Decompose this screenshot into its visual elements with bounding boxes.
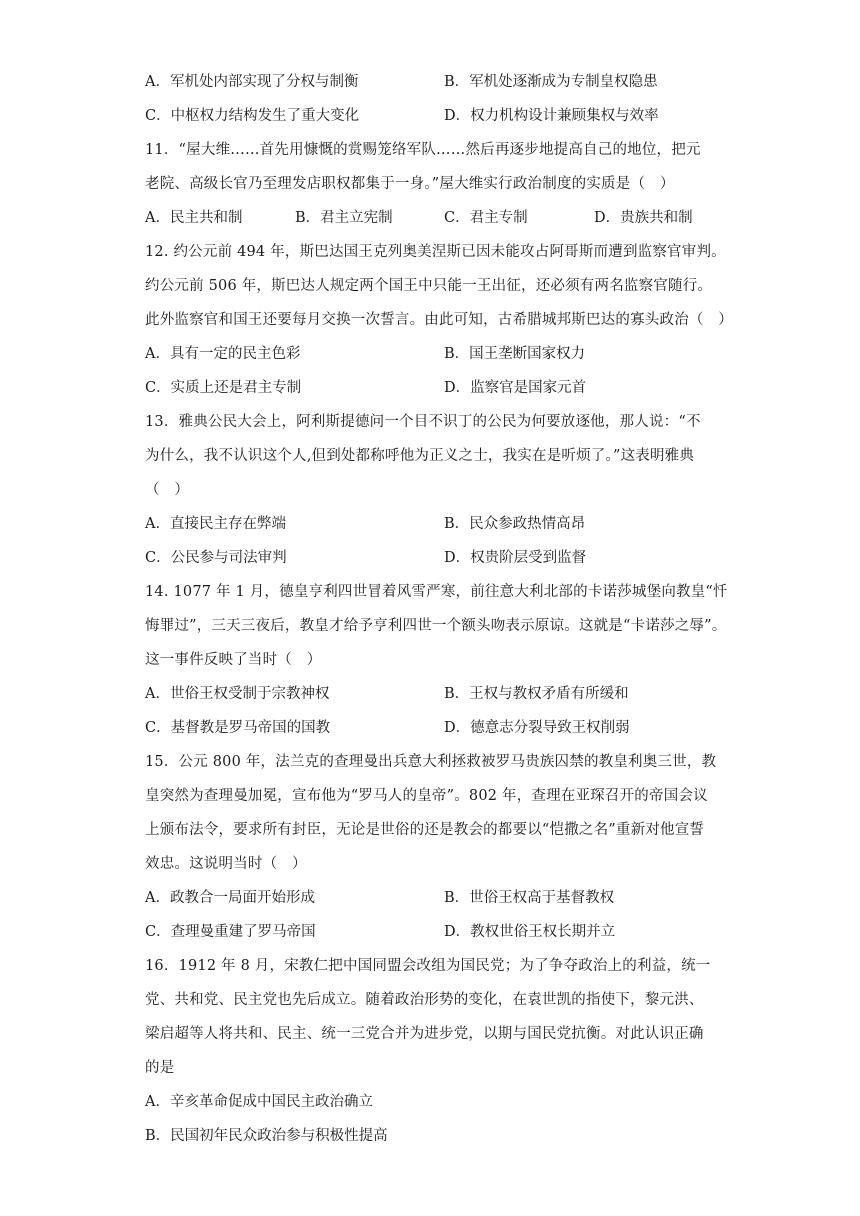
q12-option-c[interactable]: C．实质上还是君主专制	[145, 380, 302, 396]
q10-option-a[interactable]: A．军机处内部实现了分权与制衡	[145, 74, 359, 90]
q16-stem-line-4: 的是	[145, 1060, 175, 1076]
q12-option-b[interactable]: B．国王垄断国家权力	[444, 346, 586, 362]
q11-option-b[interactable]: B．君主立宪制	[295, 210, 393, 226]
q13-option-c[interactable]: C．公民参与司法审判	[145, 550, 287, 566]
q11-stem-line-2: 老院、高级长官乃至理发店职权都集于一身。”屋大维实行政治制度的实质是（ ）	[145, 176, 675, 192]
q11-option-a[interactable]: A．民主共和制	[145, 210, 243, 226]
q10-option-c[interactable]: C．中枢权力结构发生了重大变化	[145, 108, 360, 124]
q11-stem-line-1: 11．“屋大维……首先用慷慨的赏赐笼络军队……然后再逐步地提高自己的地位，把元	[145, 142, 701, 158]
q15-stem-line-3: 上颁布法令，要求所有封臣，无论是世俗的还是教会的都要以“恺撒之名”重新对他宣誓	[145, 822, 705, 838]
q14-option-c[interactable]: C．基督教是罗马帝国的国教	[145, 720, 331, 736]
q16-option-a[interactable]: A．辛亥革命促成中国民主政治确立	[145, 1094, 373, 1110]
q14-option-a[interactable]: A．世俗王权受制于宗教神权	[145, 686, 330, 702]
q16-stem-line-2: 党、共和党、民主党也先后成立。随着政治形势的变化，在袁世凯的指使下，黎元洪、	[145, 992, 704, 1008]
q13-option-d[interactable]: D．权贵阶层受到监督	[444, 550, 587, 566]
q15-option-d[interactable]: D．教权世俗王权长期并立	[444, 924, 616, 940]
q15-stem-line-1: 15．公元 800 年，法兰克的查理曼出兵意大利拯救被罗马贵族囚禁的教皇利奥三世，教	[145, 754, 717, 770]
q14-stem-line-3: 这一事件反映了当时（ ）	[145, 652, 322, 668]
q11-option-c[interactable]: C．君主专制	[444, 210, 528, 226]
q15-option-b[interactable]: B．世俗王权高于基督教权	[444, 890, 615, 906]
q15-option-c[interactable]: C．查理曼重建了罗马帝国	[145, 924, 316, 940]
q10-option-d[interactable]: D．权力机构设计兼顾集权与效率	[444, 108, 659, 124]
q13-stem-line-1: 13．雅典公民大会上，阿利斯提德问一个目不识丁的公民为何要放逐他，那人说：“不	[145, 414, 701, 430]
q14-stem-line-1: 14. 1077 年 1 月，德皇亨利四世冒着风雪严寒，前往意大利北部的卡诺莎城堡向教皇“忏	[145, 584, 728, 600]
q13-stem-line-3: （ ）	[145, 482, 190, 498]
q12-option-d[interactable]: D．监察官是国家元首	[444, 380, 587, 396]
q14-option-b[interactable]: B．王权与教权矛盾有所缓和	[444, 686, 629, 702]
q12-option-a[interactable]: A．具有一定的民主色彩	[145, 346, 301, 362]
q13-option-a[interactable]: A．直接民主存在弊端	[145, 516, 286, 532]
q15-option-a[interactable]: A．政教合一局面开始形成	[145, 890, 315, 906]
q16-option-b[interactable]: B．民国初年民众政治参与积极性提高	[145, 1128, 388, 1144]
q12-stem-line-3: 此外监察官和国王还要每月交换一次誓言。由此可知，古希腊城邦斯巴达的寡头政治（ ）	[145, 312, 733, 328]
q14-option-d[interactable]: D．德意志分裂导致王权削弱	[444, 720, 630, 736]
q16-stem-line-1: 16．1912 年 8 月，宋教仁把中国同盟会改组为国民党；为了争夺政治上的利益，统一	[145, 958, 711, 974]
q12-stem-line-2: 约公元前 506 年，斯巴达人规定两个国王中只能一王出征，还必须有两名监察官随行。	[145, 278, 713, 294]
q11-option-d[interactable]: D．贵族共和制	[594, 210, 693, 226]
q15-stem-line-2: 皇突然为查理曼加冕，宣布他为“罗马人的皇帝”。802 年，查理在亚琛召开的帝国会议	[145, 788, 708, 804]
q13-option-b[interactable]: B．民众参政热情高昂	[444, 516, 586, 532]
q16-stem-line-3: 梁启超等人将共和、民主、统一三党合并为进步党，以期与国民党抗衡。对此认识正确	[145, 1026, 704, 1042]
q14-stem-line-2: 悔罪过”，三天三夜后，教皇才给予亨利四世一个额头吻表示原谅。这就是“卡诺莎之辱”。	[145, 618, 727, 634]
q13-stem-line-2: 为什么，我不认识这个人,但到处都称呼他为正义之士，我实在是听烦了。”这表明雅典	[145, 448, 695, 464]
q15-stem-line-4: 效忠。这说明当时（ ）	[145, 856, 307, 872]
q12-stem-line-1: 12. 约公元前 494 年，斯巴达国王克列奥美涅斯已因未能攻占阿哥斯而遭到监察官审判。	[145, 244, 726, 260]
q10-option-b[interactable]: B．军机处逐渐成为专制皇权隐患	[444, 74, 658, 90]
